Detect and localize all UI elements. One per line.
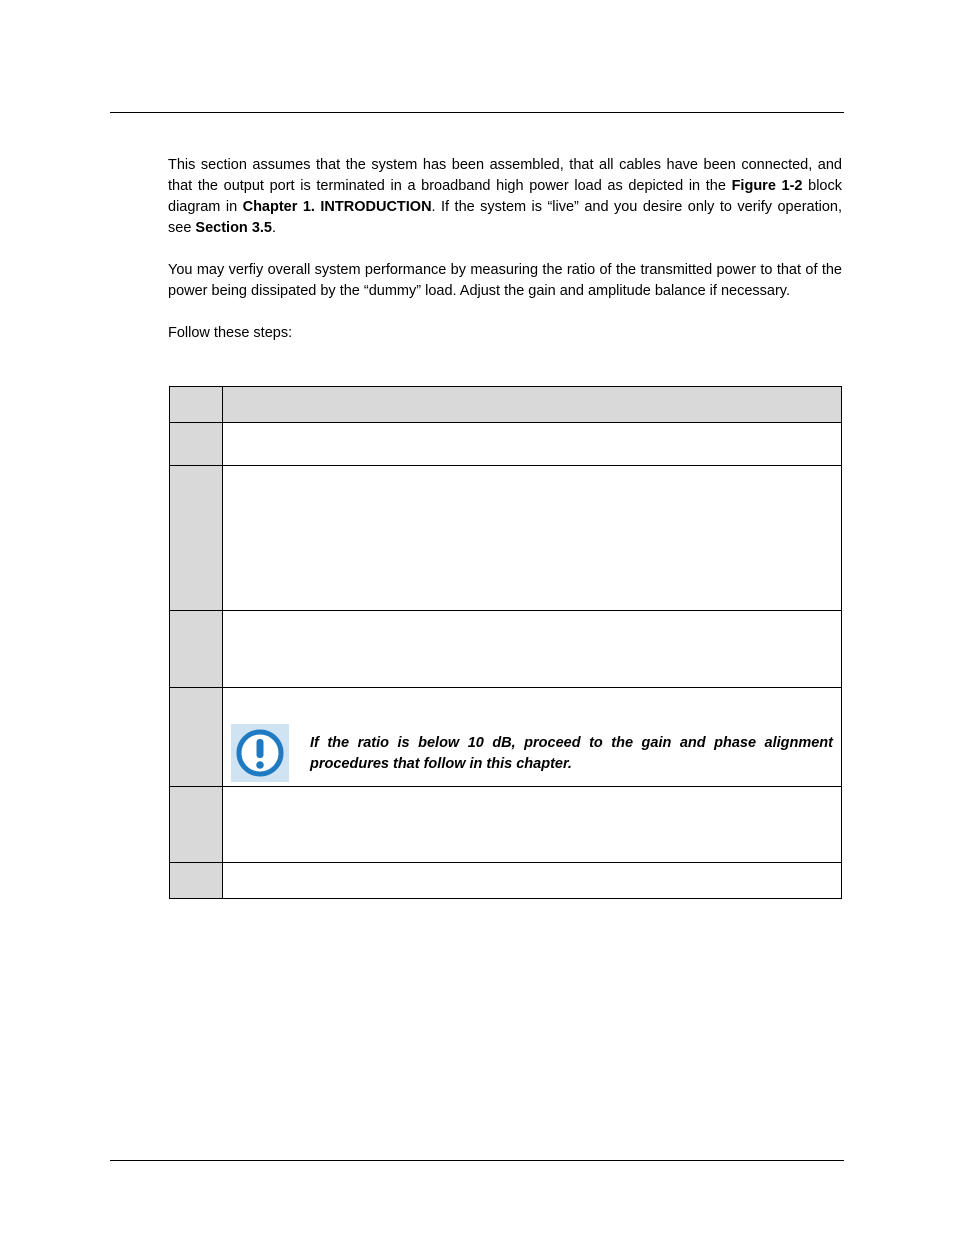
step-number-cell bbox=[170, 466, 223, 611]
table-row bbox=[170, 611, 842, 688]
intro-paragraph-2: You may verfiy overall system performance by measuring the ratio of the transmitted power to that of the power being dissipated by the “dummy” load. Adjust the gain and amplitude balance if necessary. bbox=[168, 262, 842, 299]
intro-text-4: . bbox=[271, 220, 277, 236]
step-description-cell bbox=[223, 423, 842, 466]
intro-text-2: block diagram in bbox=[168, 178, 842, 215]
note-block bbox=[223, 688, 841, 782]
step-description-cell bbox=[223, 863, 842, 899]
body-text bbox=[168, 155, 842, 344]
step-number-cell bbox=[170, 688, 223, 787]
header-description-cell bbox=[223, 387, 842, 423]
intro-text-3: . If the system is “live” and you desire only to verify operation, see bbox=[168, 199, 842, 236]
step-number-cell bbox=[170, 863, 223, 899]
footer-rule bbox=[110, 1160, 844, 1161]
chapter-reference: Chapter 1. INTRODUCTION bbox=[242, 199, 432, 215]
section-reference: Section 3.5 bbox=[195, 220, 272, 236]
step-number-cell bbox=[170, 611, 223, 688]
table-header-row bbox=[170, 387, 842, 423]
step-description-cell bbox=[223, 688, 842, 787]
table-row bbox=[170, 863, 842, 899]
intro-text-1: This section assumes that the system has been assembled, that all cables have been connected, and that the output port is terminated in a broadband high power load as depicted in the bbox=[168, 157, 842, 194]
header-step-cell bbox=[170, 387, 223, 423]
step-number-cell bbox=[170, 787, 223, 863]
intro-paragraph-1 bbox=[168, 155, 842, 239]
table-row bbox=[170, 688, 842, 787]
exclamation-circle-icon bbox=[231, 724, 289, 782]
figure-reference: Figure 1-2 bbox=[731, 178, 803, 194]
intro-paragraph-3: Follow these steps: bbox=[168, 325, 293, 341]
note-text: If the ratio is below 10 dB, proceed to the gain and phase alignment procedures that follow in this chapter. bbox=[310, 735, 833, 772]
table-row bbox=[170, 787, 842, 863]
step-number-cell bbox=[170, 423, 223, 466]
step-description-cell bbox=[223, 611, 842, 688]
step-description-cell bbox=[223, 787, 842, 863]
step-description-cell bbox=[223, 466, 842, 611]
steps-table bbox=[169, 386, 842, 899]
table-row bbox=[170, 423, 842, 466]
header-rule bbox=[110, 112, 844, 113]
table-row bbox=[170, 466, 842, 611]
